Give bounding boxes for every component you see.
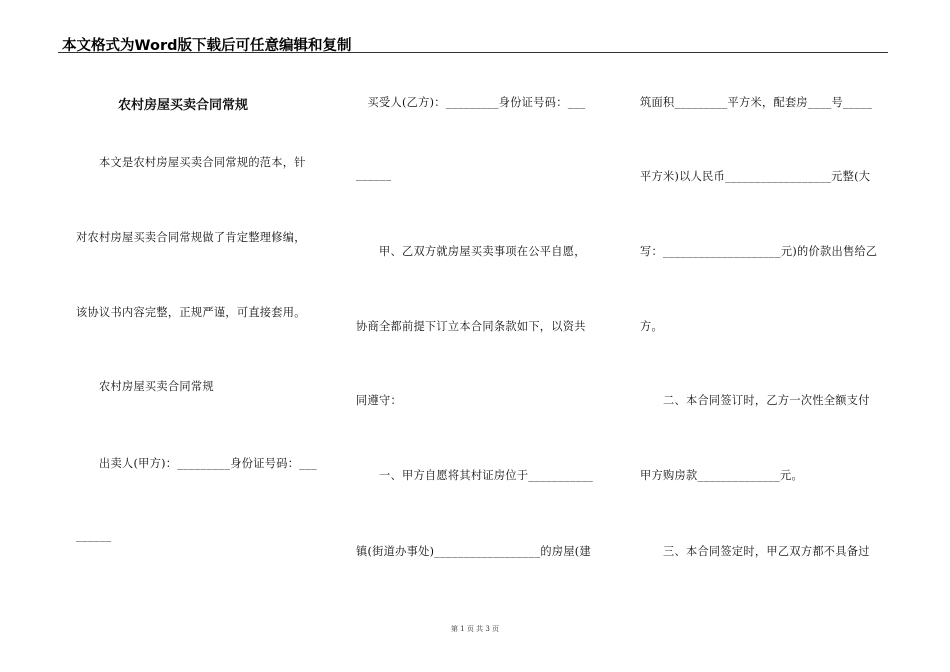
text-line: 三、本合同签定时，甲乙双方都不具备过 [640, 545, 870, 558]
text-line: 买受人(乙方)：_________身份证号码：___ [356, 96, 586, 109]
text-line: 一、甲方自愿将其村证房位于___________ [356, 469, 594, 482]
text-line: 对农村房屋买卖合同常规做了肯定整理修编， [76, 231, 306, 244]
page-number: 第 1 页 共 3 页 [450, 625, 500, 633]
contract-title: 农村房屋买卖合同常规 [118, 98, 249, 113]
text-line: 该协议书内容完整，正规严谨，可直接套用。 [76, 306, 306, 319]
text-line: 出卖人(甲方)：_________身份证号码：___ [76, 457, 317, 470]
text-line: 农村房屋买卖合同常规 [76, 380, 214, 393]
text-line: 写：____________________元)的价款出售给乙 [640, 245, 878, 258]
text-line: ______ [356, 168, 392, 181]
text-line: 甲方购房款______________元。 [640, 469, 803, 482]
text-line: 协商全都前提下订立本合同条款如下，以资共 [356, 320, 586, 333]
text-line: 二、本合同签订时，乙方一次性全额支付 [640, 394, 870, 407]
text-line: 方。 [640, 320, 663, 333]
text-line: ______ [76, 529, 112, 542]
text-line: 镇(街道办事处)__________________的房屋(建 [356, 545, 591, 558]
text-line: 同遵守： [356, 394, 402, 407]
text-line: 本文是农村房屋买卖合同常规的范本，针 [76, 156, 306, 169]
text-line: 平方米)以人民币__________________元整(大 [640, 170, 871, 183]
document-header-title: 本文格式为Word版下载后可任意编辑和复制 [62, 38, 352, 54]
text-line: 筑面积_________平方米，配套房____号_____ [640, 96, 873, 109]
header-divider [58, 52, 888, 53]
text-line: 甲、乙双方就房屋买卖事项在公平自愿， [356, 245, 586, 258]
